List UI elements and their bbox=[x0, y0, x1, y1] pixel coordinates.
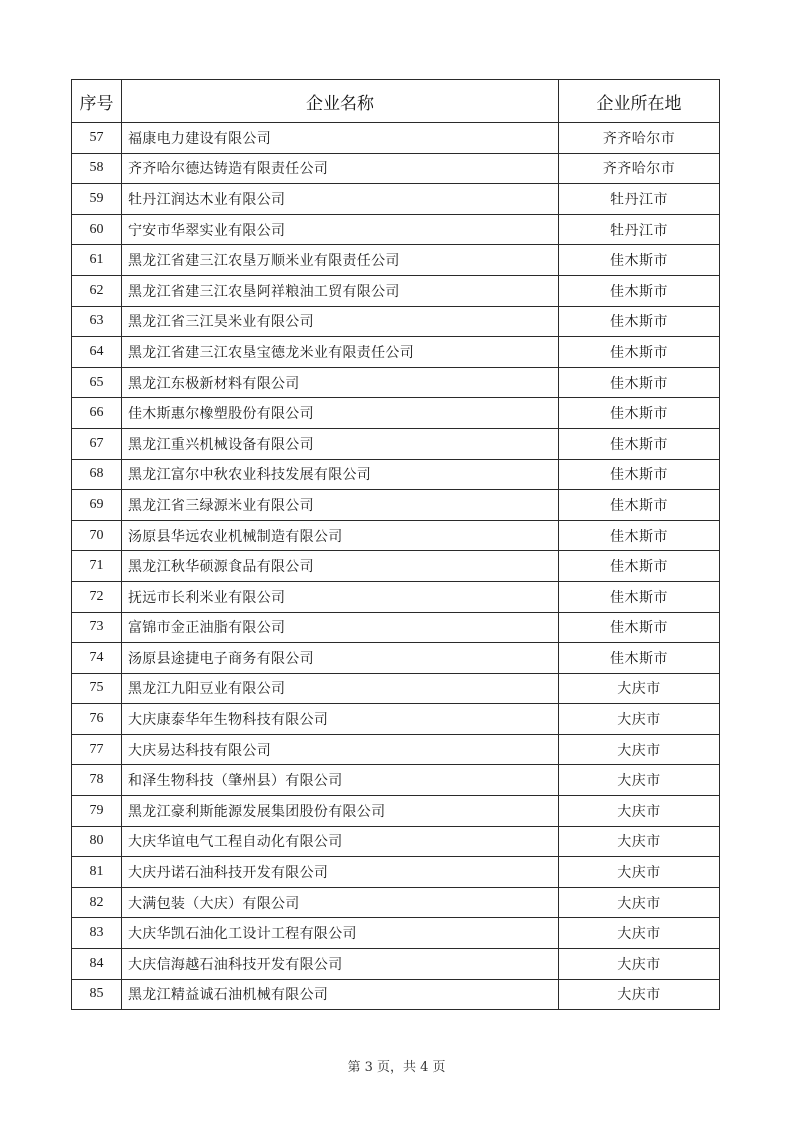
row-index: 85 bbox=[72, 979, 122, 1010]
row-index: 60 bbox=[72, 214, 122, 245]
row-index: 68 bbox=[72, 459, 122, 490]
company-location: 大庆市 bbox=[559, 887, 720, 918]
company-name: 大满包装（大庆）有限公司 bbox=[122, 887, 559, 918]
table-row bbox=[72, 704, 720, 735]
company-location: 大庆市 bbox=[559, 918, 720, 949]
table-row bbox=[72, 428, 720, 459]
table-row bbox=[72, 184, 720, 215]
company-name: 大庆康泰华年生物科技有限公司 bbox=[122, 704, 559, 735]
company-location: 佳木斯市 bbox=[559, 367, 720, 398]
company-name: 佳木斯惠尔橡塑股份有限公司 bbox=[122, 398, 559, 429]
company-location: 佳木斯市 bbox=[559, 398, 720, 429]
company-name: 黑龙江省建三江农垦万顺米业有限责任公司 bbox=[122, 245, 559, 276]
table-row bbox=[72, 949, 720, 980]
row-index: 82 bbox=[72, 887, 122, 918]
company-name: 汤原县途捷电子商务有限公司 bbox=[122, 643, 559, 674]
table-row bbox=[72, 459, 720, 490]
company-location: 佳木斯市 bbox=[559, 275, 720, 306]
company-name: 黑龙江省建三江农垦宝德龙米业有限责任公司 bbox=[122, 337, 559, 368]
row-index: 80 bbox=[72, 826, 122, 857]
row-index: 64 bbox=[72, 337, 122, 368]
company-name: 大庆信海越石油科技开发有限公司 bbox=[122, 949, 559, 980]
table-row bbox=[72, 765, 720, 796]
table-row bbox=[72, 337, 720, 368]
company-location: 大庆市 bbox=[559, 765, 720, 796]
company-location: 佳木斯市 bbox=[559, 428, 720, 459]
company-name: 宁安市华翠实业有限公司 bbox=[122, 214, 559, 245]
company-location: 齐齐哈尔市 bbox=[559, 123, 720, 154]
table-row bbox=[72, 123, 720, 154]
company-name: 黑龙江秋华硕源食品有限公司 bbox=[122, 551, 559, 582]
row-index: 66 bbox=[72, 398, 122, 429]
enterprise-table bbox=[71, 79, 720, 1010]
company-location: 佳木斯市 bbox=[559, 551, 720, 582]
company-name: 黑龙江豪利斯能源发展集团股份有限公司 bbox=[122, 796, 559, 827]
table-row bbox=[72, 734, 720, 765]
company-location: 牡丹江市 bbox=[559, 214, 720, 245]
row-index: 76 bbox=[72, 704, 122, 735]
table-row bbox=[72, 857, 720, 888]
row-index: 75 bbox=[72, 673, 122, 704]
table-row bbox=[72, 367, 720, 398]
table-header-row bbox=[72, 80, 720, 123]
company-location: 佳木斯市 bbox=[559, 612, 720, 643]
company-location: 大庆市 bbox=[559, 949, 720, 980]
company-location: 佳木斯市 bbox=[559, 490, 720, 521]
header-company-name: 企业名称 bbox=[122, 80, 559, 123]
company-name: 黑龙江省建三江农垦阿祥粮油工贸有限公司 bbox=[122, 275, 559, 306]
company-name: 大庆华凯石油化工设计工程有限公司 bbox=[122, 918, 559, 949]
row-index: 78 bbox=[72, 765, 122, 796]
header-index: 序号 bbox=[72, 80, 122, 123]
table-row bbox=[72, 581, 720, 612]
row-index: 65 bbox=[72, 367, 122, 398]
table-row bbox=[72, 979, 720, 1010]
page-footer: 第 3 页，共 4 页 bbox=[347, 1060, 446, 1075]
company-location: 佳木斯市 bbox=[559, 245, 720, 276]
company-name: 大庆华谊电气工程自动化有限公司 bbox=[122, 826, 559, 857]
row-index: 77 bbox=[72, 734, 122, 765]
company-name: 汤原县华远农业机械制造有限公司 bbox=[122, 520, 559, 551]
company-name: 黑龙江富尔中秋农业科技发展有限公司 bbox=[122, 459, 559, 490]
company-location: 大庆市 bbox=[559, 673, 720, 704]
company-name: 齐齐哈尔德达铸造有限责任公司 bbox=[122, 153, 559, 184]
row-index: 81 bbox=[72, 857, 122, 888]
company-name: 富锦市金正油脂有限公司 bbox=[122, 612, 559, 643]
company-location: 大庆市 bbox=[559, 826, 720, 857]
company-name: 福康电力建设有限公司 bbox=[122, 123, 559, 154]
row-index: 70 bbox=[72, 520, 122, 551]
company-location: 大庆市 bbox=[559, 857, 720, 888]
row-index: 69 bbox=[72, 490, 122, 521]
row-index: 61 bbox=[72, 245, 122, 276]
row-index: 83 bbox=[72, 918, 122, 949]
company-location: 佳木斯市 bbox=[559, 581, 720, 612]
table-body bbox=[72, 123, 720, 1010]
table-row bbox=[72, 551, 720, 582]
row-index: 73 bbox=[72, 612, 122, 643]
row-index: 63 bbox=[72, 306, 122, 337]
company-location: 大庆市 bbox=[559, 796, 720, 827]
row-index: 58 bbox=[72, 153, 122, 184]
company-name: 黑龙江精益诚石油机械有限公司 bbox=[122, 979, 559, 1010]
company-name: 大庆丹诺石油科技开发有限公司 bbox=[122, 857, 559, 888]
table-row bbox=[72, 612, 720, 643]
row-index: 67 bbox=[72, 428, 122, 459]
company-location: 齐齐哈尔市 bbox=[559, 153, 720, 184]
table-row bbox=[72, 490, 720, 521]
row-index: 72 bbox=[72, 581, 122, 612]
company-name: 和泽生物科技（肇州县）有限公司 bbox=[122, 765, 559, 796]
table-row bbox=[72, 275, 720, 306]
row-index: 71 bbox=[72, 551, 122, 582]
table-row bbox=[72, 643, 720, 674]
header-company-location: 企业所在地 bbox=[559, 80, 720, 123]
table-row bbox=[72, 398, 720, 429]
company-location: 大庆市 bbox=[559, 704, 720, 735]
table-row bbox=[72, 673, 720, 704]
company-name: 抚远市长利米业有限公司 bbox=[122, 581, 559, 612]
row-index: 84 bbox=[72, 949, 122, 980]
company-name: 黑龙江东极新材料有限公司 bbox=[122, 367, 559, 398]
table-row bbox=[72, 153, 720, 184]
table-row bbox=[72, 520, 720, 551]
row-index: 57 bbox=[72, 123, 122, 154]
table-row bbox=[72, 918, 720, 949]
table-row bbox=[72, 214, 720, 245]
row-index: 74 bbox=[72, 643, 122, 674]
row-index: 79 bbox=[72, 796, 122, 827]
company-name: 大庆易达科技有限公司 bbox=[122, 734, 559, 765]
company-location: 佳木斯市 bbox=[559, 337, 720, 368]
company-location: 佳木斯市 bbox=[559, 459, 720, 490]
table-row bbox=[72, 306, 720, 337]
table-row bbox=[72, 245, 720, 276]
company-location: 大庆市 bbox=[559, 979, 720, 1010]
company-location: 佳木斯市 bbox=[559, 520, 720, 551]
company-location: 牡丹江市 bbox=[559, 184, 720, 215]
company-name: 黑龙江省三江昊米业有限公司 bbox=[122, 306, 559, 337]
row-index: 62 bbox=[72, 275, 122, 306]
company-name: 牡丹江润达木业有限公司 bbox=[122, 184, 559, 215]
table-row bbox=[72, 796, 720, 827]
row-index: 59 bbox=[72, 184, 122, 215]
table-row bbox=[72, 887, 720, 918]
company-name: 黑龙江省三绿源米业有限公司 bbox=[122, 490, 559, 521]
company-location: 佳木斯市 bbox=[559, 306, 720, 337]
table-row bbox=[72, 826, 720, 857]
company-name: 黑龙江重兴机械设备有限公司 bbox=[122, 428, 559, 459]
company-location: 大庆市 bbox=[559, 734, 720, 765]
company-name: 黑龙江九阳豆业有限公司 bbox=[122, 673, 559, 704]
company-location: 佳木斯市 bbox=[559, 643, 720, 674]
